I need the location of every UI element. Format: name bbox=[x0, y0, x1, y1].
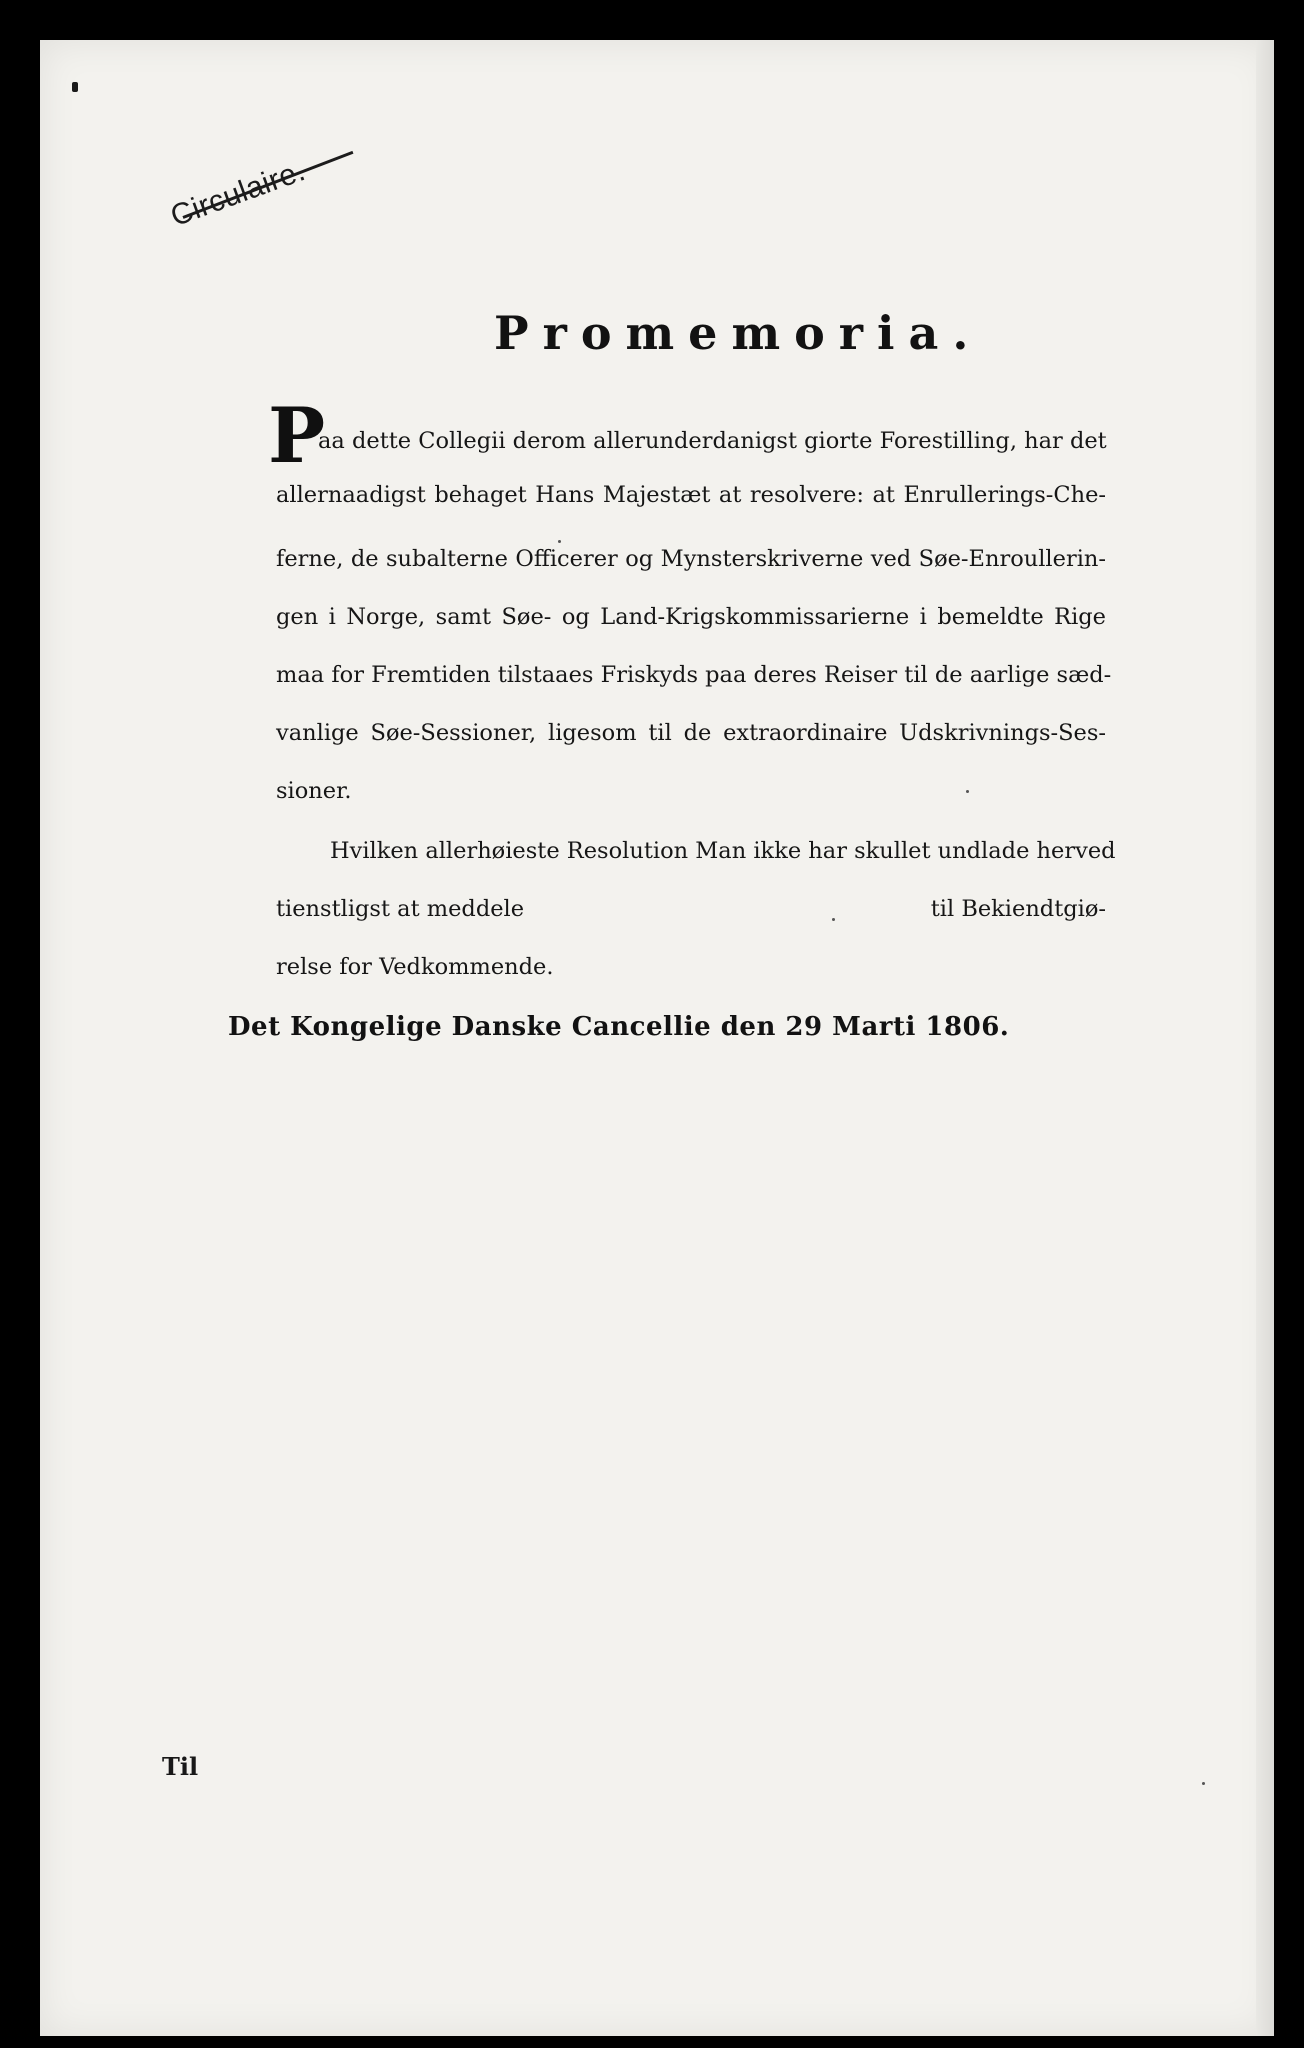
paragraph1-line5: maa for Fremtiden tilstaaes Friskyds paa deres Reiser til de aarlige sæd- bbox=[276, 662, 1112, 688]
document-heading: Promemoria. bbox=[494, 306, 983, 360]
paragraph1-line7: sioner. bbox=[276, 778, 352, 804]
signature-line: Det Kongelige Danske Cancellie den 29 Marti 1806. bbox=[228, 1012, 1010, 1042]
paragraph1-line2: allernaadigst behaget Hans Majestæt at resolvere: at Enrullerings-Che- bbox=[276, 482, 1106, 508]
ink-speck bbox=[1202, 1782, 1205, 1785]
paragraph2-line3: relse for Vedkommende. bbox=[276, 954, 554, 980]
drop-cap: P bbox=[268, 391, 326, 480]
paragraph1-line6: vanlige Søe-Sessioner, ligesom til de extraordinaire Udskrivnings-Ses- bbox=[276, 720, 1106, 746]
ink-mark bbox=[72, 82, 78, 92]
ink-speck bbox=[832, 918, 835, 921]
ink-speck bbox=[966, 790, 969, 793]
paragraph2-line2-right: til Bekiendtgiø- bbox=[930, 896, 1106, 922]
addressee-label: Til bbox=[162, 1752, 199, 1781]
paragraph2-line2 bbox=[276, 896, 1106, 922]
paragraph1-line3: ferne, de subalterne Officerer og Mynsterskriverne ved Søe-Enroullerin- bbox=[276, 546, 1106, 572]
page-edge bbox=[1256, 40, 1274, 2036]
paragraph2-line1: Hvilken allerhøieste Resolution Man ikke har skullet undlade herved bbox=[330, 838, 1116, 864]
paragraph1-line4: gen i Norge, samt Søe- og Land-Krigskommissarierne i bemeldte Rige bbox=[276, 604, 1106, 630]
paragraph1-line1: aa dette Collegii derom allerunderdanigst giorte Forestilling, har det bbox=[318, 428, 1107, 454]
ink-speck bbox=[558, 540, 561, 543]
paragraph2-line2-left: tienstligst at meddele bbox=[276, 896, 525, 922]
